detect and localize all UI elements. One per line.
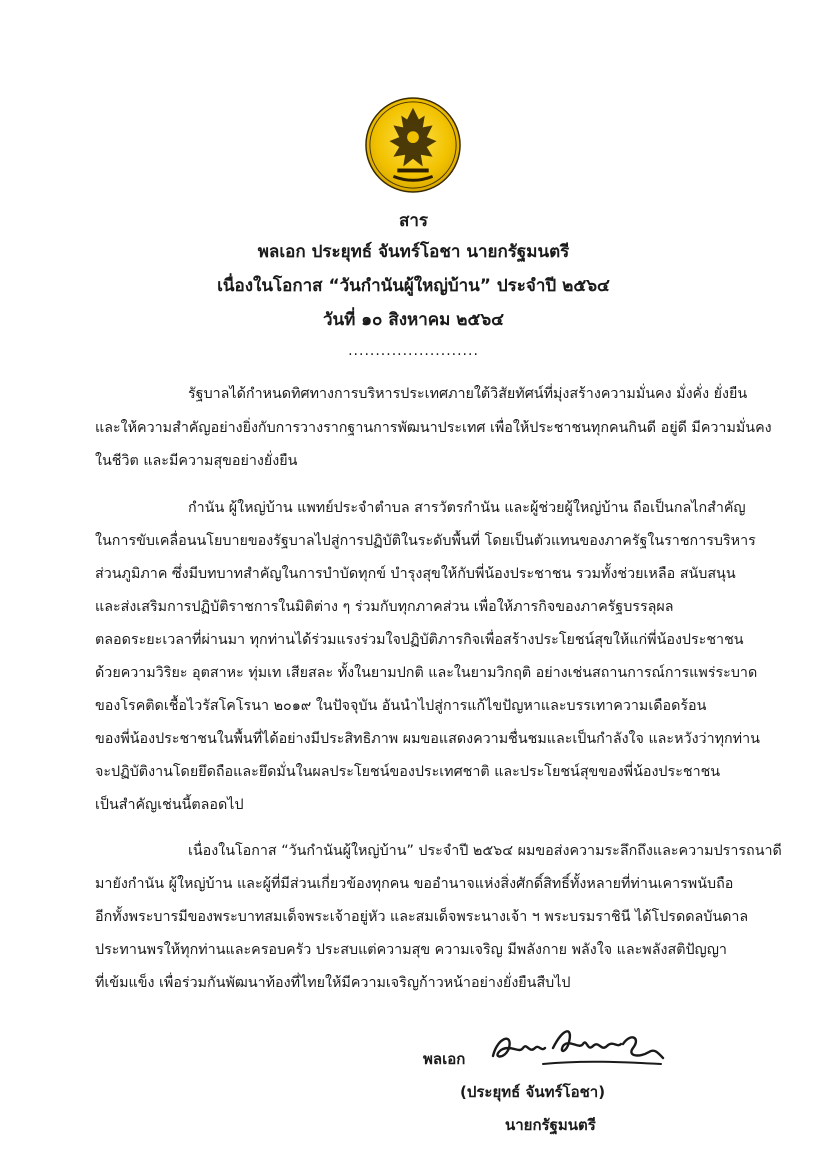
separator: ........................ [348,343,479,359]
body-line: ของพี่น้องประชาชนในพื้นที่ได้อย่างมีประสิทธิภาพ ผมขอแสดงความชื่นชมและเป็นกำลังใจ และหวังว่าทุกท่าน [95,731,760,747]
signatory-name: (ประยุทธ์ จันทร์โอชา) [460,1083,606,1101]
body-line: ที่เข้มแข็ง เพื่อร่วมกันพัฒนาท้องที่ไทยให้มีความเจริญก้าวหน้าอย่างยั่งยืนสืบไป [95,975,571,991]
signature-rank: พลเอก [423,1050,466,1068]
body-line: กำนัน ผู้ใหญ่บ้าน แพทย์ประจำตำบล สารวัตรกำนัน และผู้ช่วยผู้ใหญ่บ้าน ถือเป็นกลไกสำคัญ [188,500,746,516]
body-line: มายังกำนัน ผู้ใหญ่บ้าน และผู้ที่มีส่วนเกี่ยวข้องทุกคน ขออำนาจแห่งสิ่งศักดิ์สิทธิ์ทั้งหลายที่ท่านเคารพนับถือ [95,876,734,892]
body-line: ในการขับเคลื่อนนโยบายของรัฐบาลไปสู่การปฏิบัติในระดับพื้นที่ โดยเป็นตัวแทนของภาครัฐในราชการบริหาร [95,533,756,549]
body-line: อีกทั้งพระบารมีของพระบาทสมเด็จพระเจ้าอยู่หัว และสมเด็จพระนางเจ้า ฯ พระบรมราชินี ได้โปรดดลบันดาล [95,909,749,925]
body-line: ของโรคติดเชื้อไวรัสโคโรนา ๒๐๑๙ ในปัจจุบัน อันนำไปสู่การแก้ไขปัญหาและบรรเทาความเดือดร้อน [95,698,707,714]
body-line: ในชีวิต และมีความสุขอย่างยั่งยืน [95,453,298,469]
body-line: และให้ความสำคัญอย่างยิ่งกับการวางรากฐานการพัฒนาประเทศ เพื่อให้ประชาชนทุกคนกินดี อยู่ดี มีความมั่นคง [95,420,772,436]
date-line: วันที่ ๑๐ สิงหาคม ๒๕๖๔ [322,310,505,330]
body-line: ตลอดระยะเวลาที่ผ่านมา ทุกท่านได้ร่วมแรงร่วมใจปฏิบัติภารกิจเพื่อสร้างประโยชน์สุขให้แก่พี่น้องประชาชน [95,632,744,648]
government-seal-icon [364,95,462,195]
occasion-line: เนื่องในโอกาส “วันกำนันผู้ใหญ่บ้าน” ประจำปี ๒๕๖๔ [217,276,610,296]
body-line: เนื่องในโอกาส “วันกำนันผู้ใหญ่บ้าน” ประจำปี ๒๕๖๔ ผมขอส่งความระลึกถึงและความปรารถนาดี [188,843,782,859]
body-line: ส่วนภูมิภาค ซึ่งมีบทบาทสำคัญในการบำบัดทุกข์ บำรุงสุขให้กับพี่น้องประชาชน รวมทั้งช่วยเหลือ สนับสนุน [95,566,736,582]
handwritten-signature [483,1018,668,1073]
author-line: พลเอก ประยุทธ์ จันทร์โอชา นายกรัฐมนตรี [257,242,570,262]
body-line: จะปฏิบัติงานโดยยึดถือและยึดมั่นในผลประโยชน์ของประเทศชาติ และประโยชน์สุขของพี่น้องประชาชน [95,764,721,780]
body-line: เป็นสำคัญเช่นนี้ตลอดไป [95,797,244,813]
signatory-title: นายกรัฐมนตรี [505,1116,596,1134]
body-line: ด้วยความวิริยะ อุตสาหะ ทุ่มเท เสียสละ ทั้งในยามปกติ และในยามวิกฤติ อย่างเช่นสถานการณ์การแพร่ระบาด [95,665,758,681]
message-heading: สาร [398,211,429,231]
body-line: และส่งเสริมการปฏิบัติราชการในมิติต่าง ๆ ร่วมกับทุกภาคส่วน เพื่อให้ภารกิจของภาครัฐบรรลุผล [95,599,674,615]
body-line: ประทานพรให้ทุกท่านและครอบครัว ประสบแต่ความสุข ความเจริญ มีพลังกาย พลังใจ และพลังสติปัญญา [95,942,727,958]
body-line: รัฐบาลได้กำหนดทิศทางการบริหารประเทศภายใต้วิสัยทัศน์ที่มุ่งสร้างความมั่นคง มั่งคั่ง ยั่งยืน [188,386,748,402]
